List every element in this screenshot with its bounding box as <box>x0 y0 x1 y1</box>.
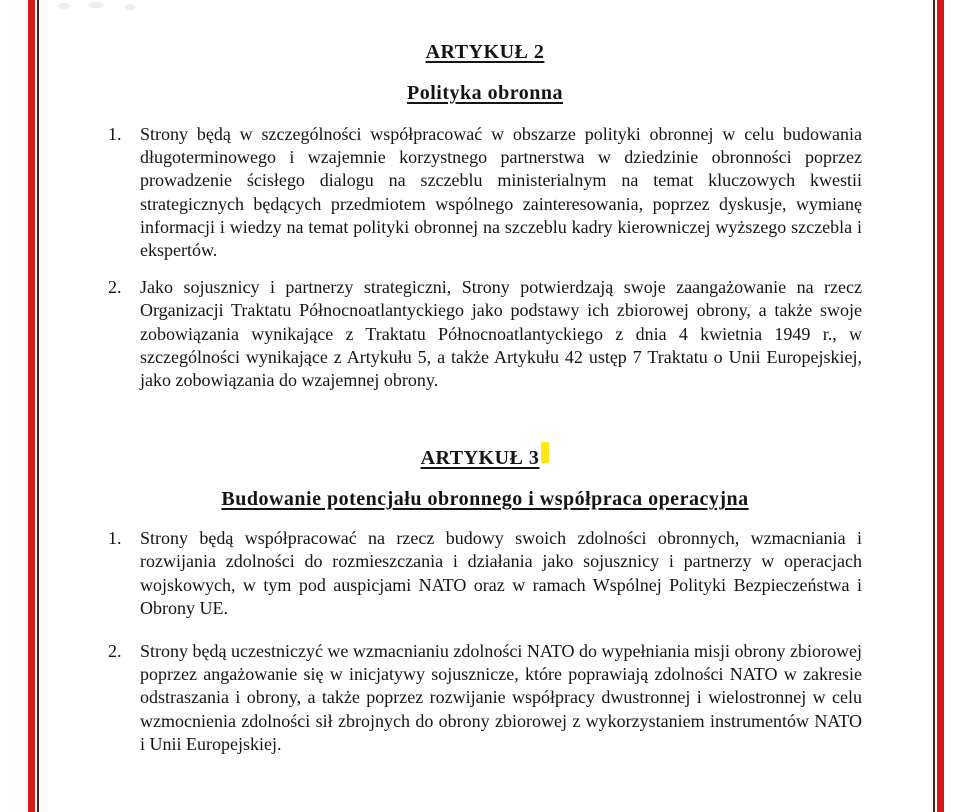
list-number: 1. <box>108 528 122 549</box>
article2-title <box>0 40 970 64</box>
paragraph-text: Strony będą w szczególności współpracować w obszarze polityki obronnej w celu budowania długoterminowego i wzajemnie korzystnego partnerstwa w dziedzinie obronności poprzez prowadzenie ścisłego dialogu na szczeblu ministerialnym na temat kluczowych kwestii strategicznych będących przedmiotem wspólnego zainteresowania, poprzez dyskusje, wymianę informacji i wiedzy na temat polityki obronnej na szczeblu kadry kierowniczej wyższego szczebla i ekspertów. <box>140 124 862 261</box>
article3-title <box>0 446 970 470</box>
paragraph-text: Strony będą współpracować na rzecz budowy swoich zdolności obronnych, wzmacniania i rozwijania zdolności do rozmieszczania i działania jako sojusznicy i partnerzy w operacjach wojskowych, w tym pod auspicjami NATO oraz w ramach Wspólnej Polityki Bezpieczeństwa i Obrony UE. <box>140 528 862 618</box>
article2-title-text: ARTYKUŁ 2 <box>425 41 545 63</box>
article3-subtitle <box>0 487 970 511</box>
article2-paragraph-2 <box>108 276 862 392</box>
paragraph-text: Jako sojusznicy i partnerzy strategiczni, Strony potwierdzają swoje zaangażowanie na rzecz Organizacji Traktatu Północnoatlantyckiego jako podstawy ich zbiorowej obrony, a także swoje zobowiązania wynikające z Traktatu Północnoatlantyckiego z dnia 4 kwietnia 1949 r., w szczególności wynikające z Artykułu 5, a także Artykułu 42 ustęp 7 Traktatu o Unii Europejskiej, jako zobowiązania do wzajemnej obrony. <box>140 277 862 391</box>
article3-subtitle-text: Budowanie potencjału obronnego i współpraca operacyjna <box>221 488 749 511</box>
list-number: 2. <box>108 277 122 298</box>
article3-title-text: ARTYKUŁ 3 <box>420 447 540 470</box>
article2-subtitle <box>0 81 970 105</box>
article2-paragraph-1 <box>108 123 862 262</box>
article2-subtitle-text: Polityka obronna <box>407 82 563 104</box>
yellow-highlight-mark <box>541 442 549 463</box>
article3-paragraph-2 <box>108 640 862 756</box>
list-number: 1. <box>108 124 122 144</box>
paragraph-text: Strony będą uczestniczyć we wzmacnianiu zdolności NATO do wypełniania misji obrony zbiorowej poprzez angażowanie się w inicjatywy sojusznicze, które poprawiają zdolności NATO w zakresie odstraszania i obrony, a także poprzez rozwijanie współpracy dwustronnej i wielostronnej w celu wzmocnienia zdolności sił zbrojnych do obrony zbiorowej z wykorzystaniem instrumentów NATO i Unii Europejskiej. <box>140 641 862 754</box>
list-number: 2. <box>108 641 122 662</box>
article3-paragraph-1 <box>108 527 862 620</box>
